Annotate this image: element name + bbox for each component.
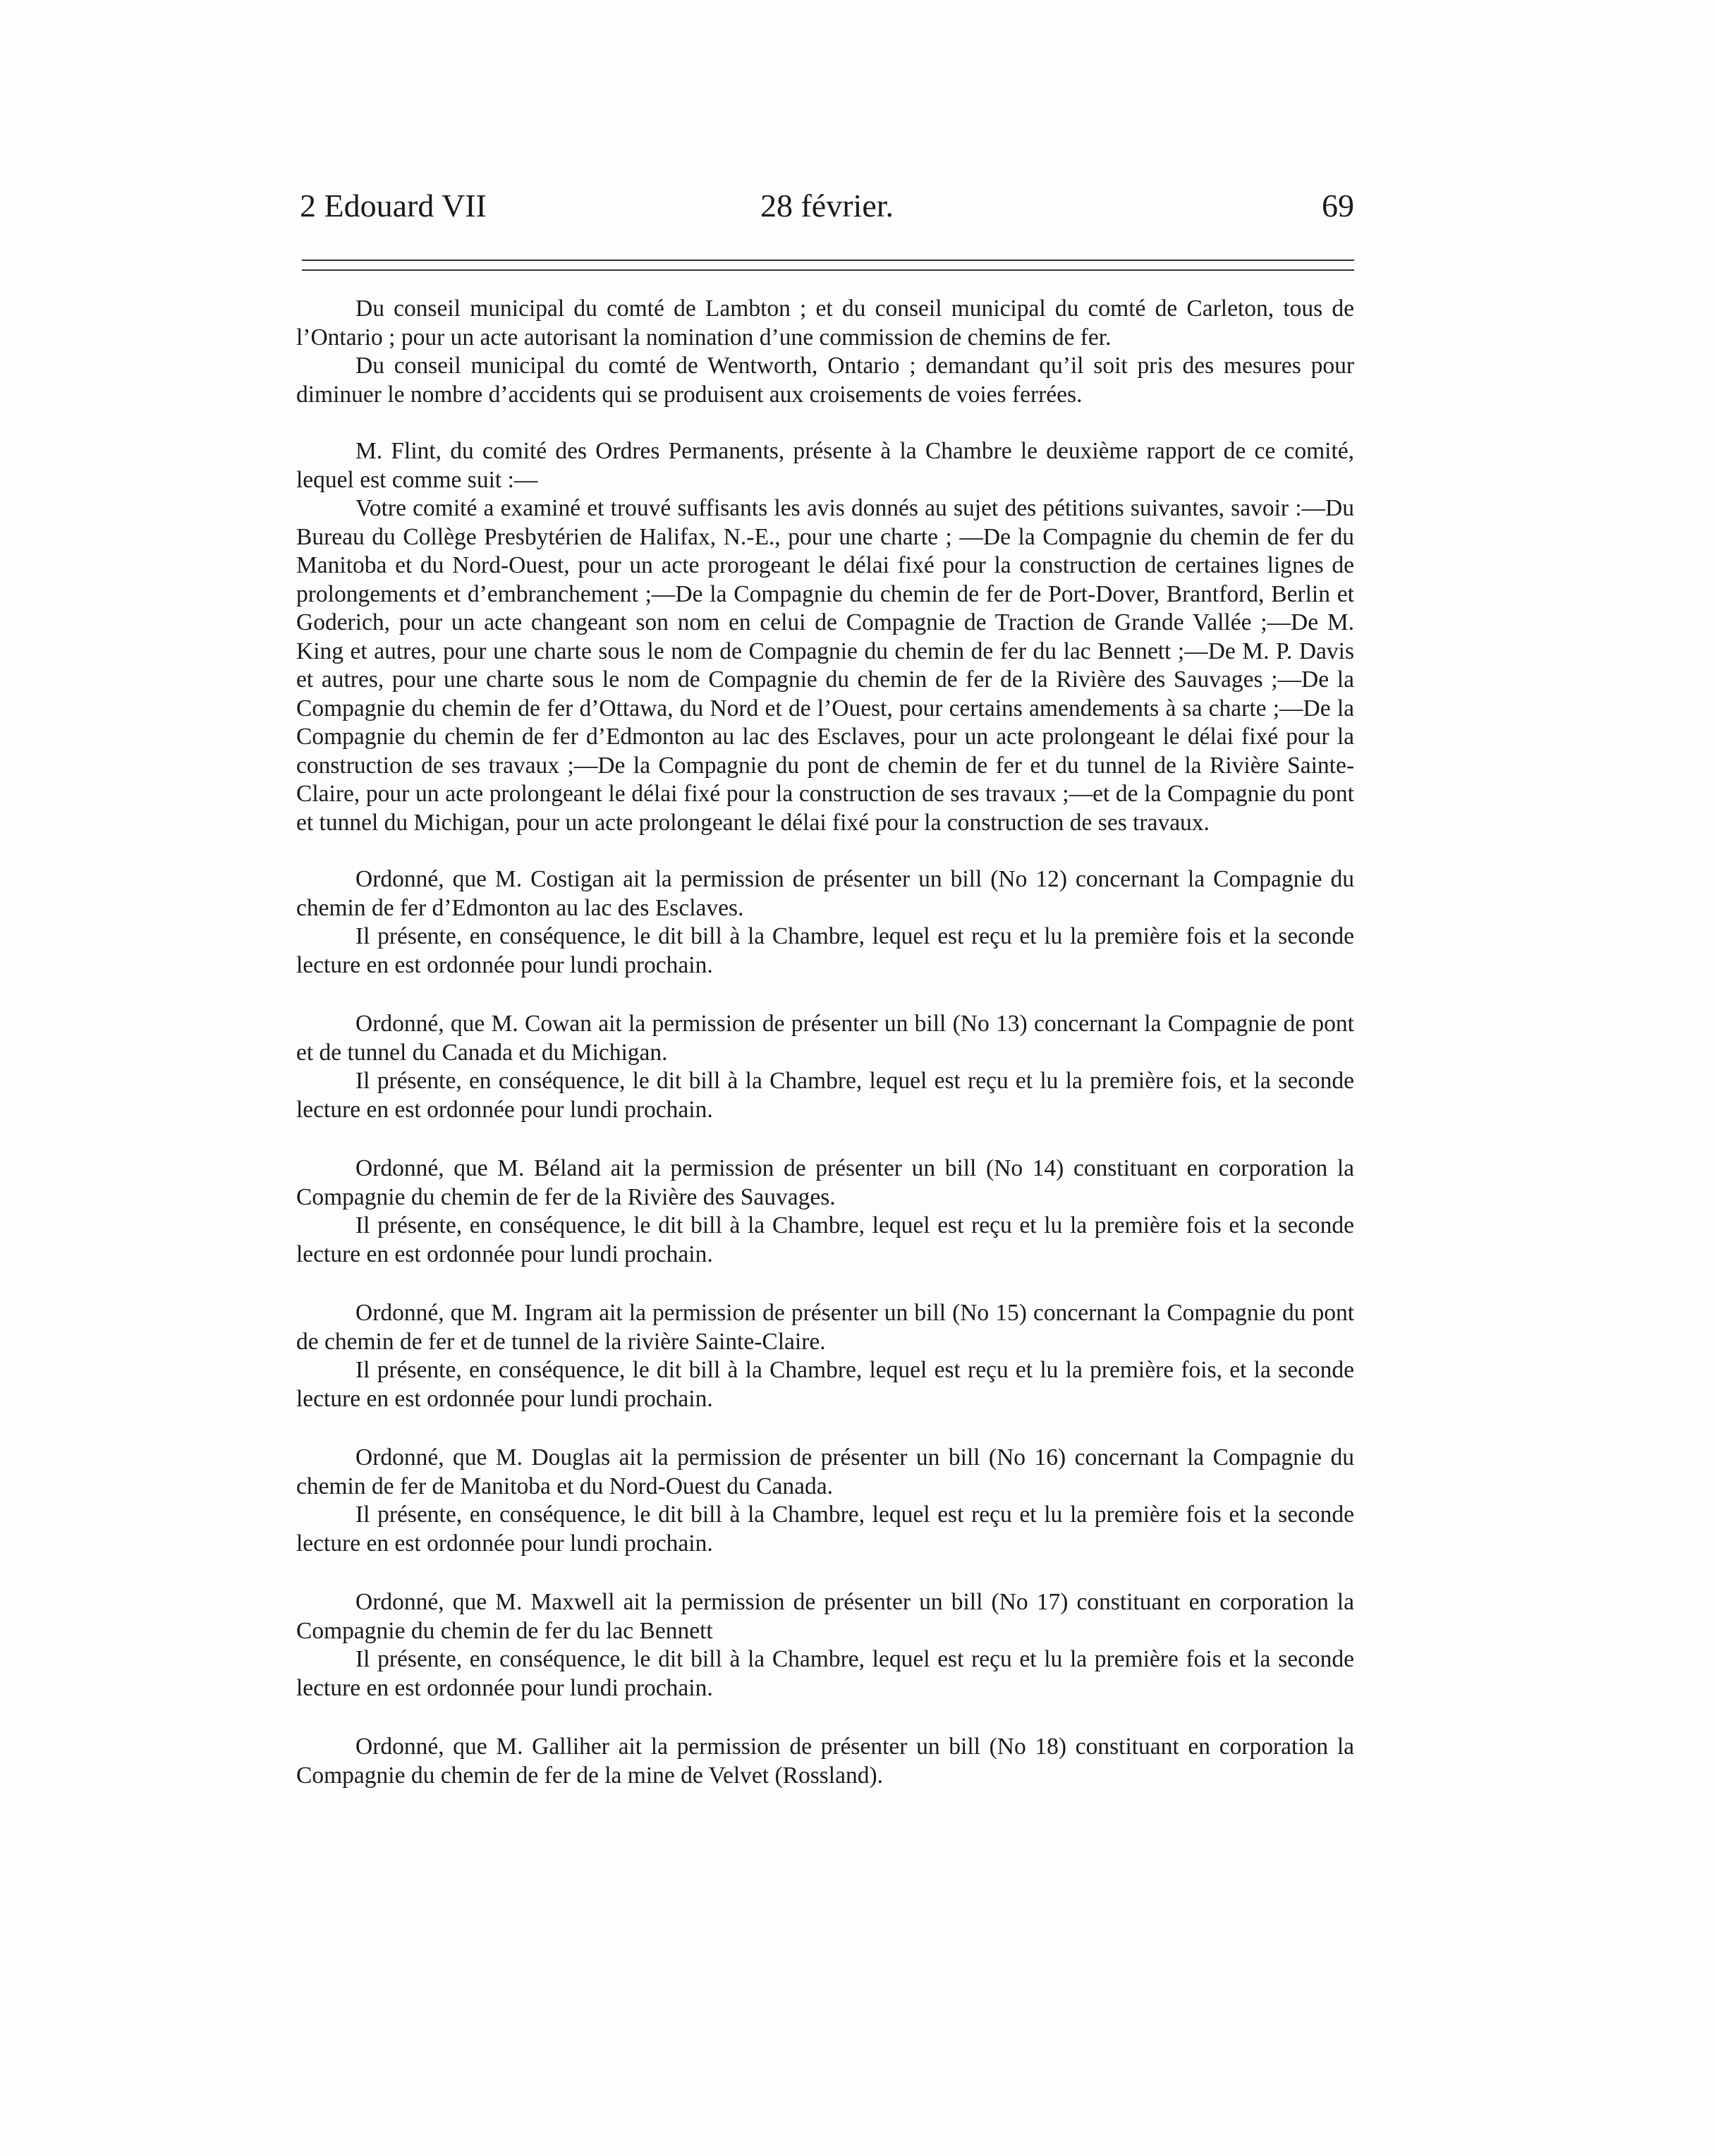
bill-reading-paragraph: Il présente, en conséquence, le dit bill à la Chambre, lequel est reçu et lu la première fois et la seconde lecture en est ordonnée pour lundi prochain. bbox=[296, 1646, 1354, 1701]
petition-paragraph: Du conseil municipal du comté de Lambton ; et du conseil municipal du comté de Carleton, tous de l’Ontario ; pour un acte autorisant la nomination d’une commission de chemins de fer. bbox=[296, 296, 1354, 351]
page-number: 69 bbox=[1322, 188, 1354, 224]
bill-order-paragraph: Ordonné, que M. Galliher ait la permission de présenter un bill (No 18) constituant en corporation la Compagnie du chemin de fer de la mine de Velvet (Rossland). bbox=[296, 1734, 1354, 1789]
header-rule-top bbox=[302, 260, 1354, 261]
bill-reading-paragraph: Il présente, en conséquence, le dit bill à la Chambre, lequel est reçu et lu la première fois, et la seconde lecture en est ordonnée pour lundi prochain. bbox=[296, 1068, 1354, 1123]
header-date: 28 février. bbox=[760, 188, 894, 224]
committee-report-body: Votre comité a examiné et trouvé suffisants les avis donnés au sujet des pétitions suivantes, savoir :—Du Bureau du Collège Presbytérien de Halifax, N.-E., pour une charte ; —De la Compagnie du chemin de fer du Manitoba et du Nord-Ouest, pour un acte prorogeant le délai fixé pour la construction de certaines lignes de prolongements et d’embranchement ;—De la Compagnie du chemin de fer de Port-Dover, Brantford, Berlin et Goderich, pour un acte changeant son nom en celui de Compagnie de Traction de Grande Vallée ;—De M. King et autres, pour une charte sous le nom de Compagnie du chemin de fer du lac Bennett ;—De M. P. Davis et autres, pour une charte sous le nom de Compagnie du chemin de fer de la Rivière des Sauvages ;—De la Compagnie du chemin de fer d’Ottawa, du Nord et de l’Ouest, pour certains amendements à sa charte ;—De la Compagnie du chemin de fer d’Edmonton au lac des Esclaves, pour un acte prolongeant le délai fixé pour la construction de ses travaux ;—De la Compagnie du pont de chemin de fer et du tunnel de la Rivière Sainte-Claire, pour un acte prolongeant le délai fixé pour la construction de ses travaux ;—et de la Compagnie du pont et tunnel du Michigan, pour un acte prolongeant le délai fixé pour la construction de ses travaux. bbox=[296, 495, 1354, 836]
bill-order-paragraph: Ordonné, que M. Douglas ait la permission de présenter un bill (No 16) concernant la Compagnie du chemin de fer de Manitoba et du Nord-Ouest du Canada. bbox=[296, 1444, 1354, 1499]
bill-reading-paragraph: Il présente, en conséquence, le dit bill à la Chambre, lequel est reçu et lu la première fois et la seconde lecture en est ordonnée pour lundi prochain. bbox=[296, 923, 1354, 978]
bill-order-paragraph: Ordonné, que M. Cowan ait la permission de présenter un bill (No 13) concernant la Compagnie de pont et de tunnel du Canada et du Michigan. bbox=[296, 1011, 1354, 1066]
header-rule-bottom bbox=[302, 269, 1354, 271]
bill-reading-paragraph: Il présente, en conséquence, le dit bill à la Chambre, lequel est reçu et lu la première fois, et la seconde lecture en est ordonnée pour lundi prochain. bbox=[296, 1357, 1354, 1412]
petition-paragraph: Du conseil municipal du comté de Wentworth, Ontario ; demandant qu’il soit pris des mesures pour diminuer le nombre d’accidents qui se produisent aux croisements de voies ferrées. bbox=[296, 353, 1354, 408]
bill-order-paragraph: Ordonné, que M. Maxwell ait la permission de présenter un bill (No 17) constituant en corporation la Compagnie du chemin de fer du lac Bennett bbox=[296, 1589, 1354, 1644]
page-header bbox=[300, 185, 1354, 234]
header-regnal-year: 2 Edouard VII bbox=[300, 188, 487, 224]
bill-reading-paragraph: Il présente, en conséquence, le dit bill à la Chambre, lequel est reçu et lu la première fois et la seconde lecture en est ordonnée pour lundi prochain. bbox=[296, 1212, 1354, 1267]
bill-reading-paragraph: Il présente, en conséquence, le dit bill à la Chambre, lequel est reçu et lu la première fois et la seconde lecture en est ordonnée pour lundi prochain. bbox=[296, 1502, 1354, 1557]
committee-report-intro: M. Flint, du comité des Ordres Permanents, présente à la Chambre le deuxième rapport de ce comité, lequel est comme suit :— bbox=[296, 438, 1354, 493]
bill-order-paragraph: Ordonné, que M. Ingram ait la permission de présenter un bill (No 15) concernant la Compagnie du pont de chemin de fer et de tunnel de la rivière Sainte-Claire. bbox=[296, 1300, 1354, 1355]
bill-order-paragraph: Ordonné, que M. Béland ait la permission de présenter un bill (No 14) constituant en corporation la Compagnie du chemin de fer de la Rivière des Sauvages. bbox=[296, 1155, 1354, 1210]
journal-body bbox=[296, 295, 1354, 1790]
bill-order-paragraph: Ordonné, que M. Costigan ait la permission de présenter un bill (No 12) concernant la Compagnie du chemin de fer d’Edmonton au lac des Esclaves. bbox=[296, 866, 1354, 921]
